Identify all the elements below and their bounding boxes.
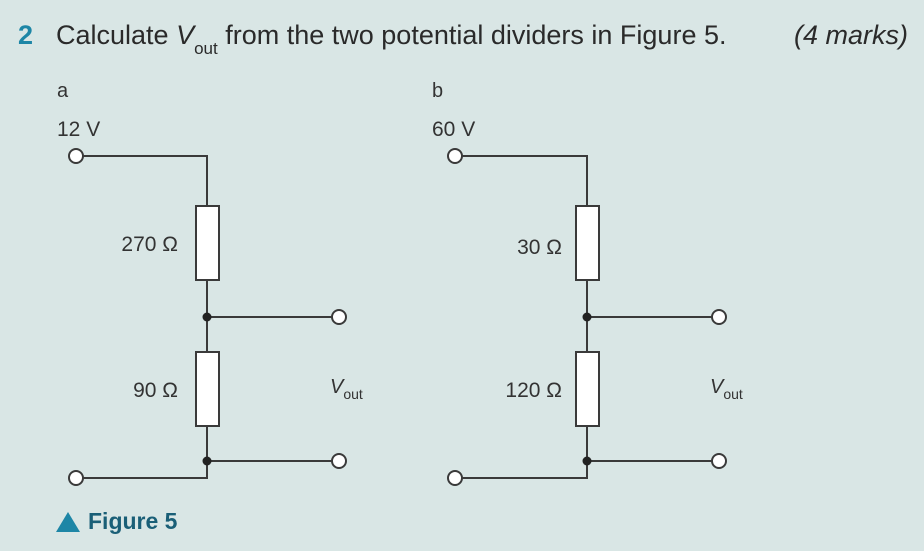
circuit-b-ground-terminal [448, 471, 462, 485]
question-number: 2 [18, 20, 34, 50]
circuit-a-top-wire [83, 156, 207, 206]
question-text-after: from the two potential dividers in Figure 5. [217, 20, 727, 50]
figure-caption [56, 508, 177, 535]
circuit-b-node-top [583, 313, 592, 322]
circuit-a-resistor-top [196, 206, 219, 280]
circuit-a-input-terminal [69, 149, 83, 163]
circuit-b-resistor-bottom [576, 352, 599, 426]
circuit-b-r-bottom: 120 Ω [505, 379, 562, 402]
circuit-b-vout-top-terminal [712, 310, 726, 324]
marks-label: (4 marks) [794, 20, 908, 50]
circuit-a-vout-top-terminal [332, 310, 346, 324]
circuit-a-supply: 12 V [57, 118, 101, 141]
vout-subscript: out [194, 39, 218, 58]
circuit-a-node-bottom [203, 457, 212, 466]
circuit-a-resistor-bottom [196, 352, 219, 426]
question-text-before: Calculate [56, 20, 177, 50]
circuit-b-resistor-top [576, 206, 599, 280]
circuit-a-vout-sub: out [343, 386, 363, 402]
figure-caption-text: Figure 5 [88, 508, 178, 534]
circuit-a-bottom-wire [83, 426, 207, 478]
circuit-b-bottom-wire [462, 426, 587, 478]
circuit-a-ground-terminal [69, 471, 83, 485]
circuit-b-label: b [432, 80, 444, 102]
circuit-b-r-top: 30 Ω [517, 236, 562, 259]
triangle-icon [56, 512, 80, 532]
circuit-b-vout-sub: out [723, 386, 743, 402]
circuit-a-node-top [203, 313, 212, 322]
circuit-b-vout-symbol: V [710, 376, 724, 398]
circuit-b-node-bottom [583, 457, 592, 466]
circuit-a-vout-bottom-terminal [332, 454, 346, 468]
vout-symbol: V [176, 20, 195, 50]
circuit-a-vout-symbol: V [330, 376, 344, 398]
circuit-a-label: a [57, 80, 69, 102]
circuit-b-supply: 60 V [432, 118, 476, 141]
circuit-b-input-terminal [448, 149, 462, 163]
circuit-b-top-wire [462, 156, 587, 206]
circuit-a-r-top: 270 Ω [121, 233, 178, 256]
circuit-a-r-bottom: 90 Ω [133, 379, 178, 402]
circuit-b-vout-bottom-terminal [712, 454, 726, 468]
